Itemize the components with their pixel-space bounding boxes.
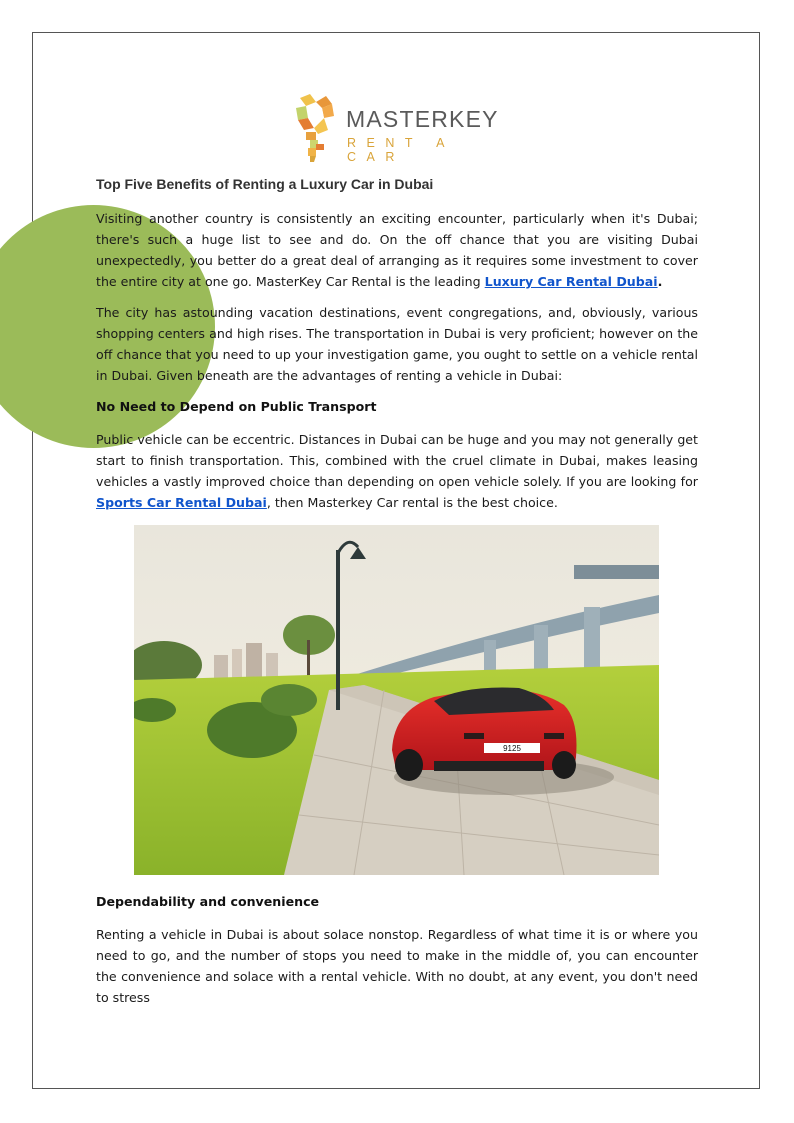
paragraph-intro [96, 208, 698, 292]
logo-tagline: RENT A CAR [347, 136, 455, 164]
heading-public-transport: No Need to Depend on Public Transport [96, 399, 377, 414]
masterkey-logo [296, 94, 500, 162]
sports-car-rental-link[interactable]: Sports Car Rental Dubai [96, 495, 267, 510]
article-content [96, 176, 698, 1018]
paragraph-intro-text: Visiting another country is consistently an exciting encounter, particularly when it's Dubai; there's such a huge list to see and do. On the off chance that you are visiting Dubai unexpectedly, you better do a great deal of arranging as it requires some investment to cover the entire city at one go. MasterKey Car Rental is the leading [96, 211, 698, 289]
article-title: Top Five Benefits of Renting a Luxury Car in Dubai [96, 176, 434, 192]
heading-dependability: Dependability and convenience [96, 894, 320, 909]
paragraph-public-transport-end: , then Masterkey Car rental is the best choice. [266, 495, 558, 510]
luxury-car-rental-link[interactable]: Luxury Car Rental Dubai [484, 274, 658, 289]
car-photo [134, 525, 659, 875]
paragraph-public-transport-text: Public vehicle can be eccentric. Distances in Dubai can be huge and you may not generally get start to finish transportation. This, combined with the cruel climate in Dubai, makes leasing vehicles a vastly improved choice than depending on open vehicle solely. If you are looking for [96, 432, 698, 489]
paragraph-public-transport [96, 429, 698, 513]
paragraph-city: The city has astounding vacation destinations, event congregations, and, obviously, various shopping centers and high rises. The transportation in Dubai is very proficient; however on the off chance that you need to up your investigation game, you ought to settle on a vehicle rental in Dubai. Given beneath are the advantages of renting a vehicle in Dubai: [96, 305, 698, 383]
paragraph-dependability: Renting a vehicle in Dubai is about solace nonstop. Regardless of what time it is or where you need to go, and the number of stops you need to make in the middle of, you can encounter the convenience and solace with a rental vehicle. With no doubt, at any event, you don't need to stress [96, 927, 698, 1005]
license-plate: 9125 [503, 744, 521, 753]
key-icon [296, 94, 338, 162]
paragraph-intro-end: . [657, 274, 663, 289]
logo-wordmark: MASTERKEY [346, 106, 499, 132]
